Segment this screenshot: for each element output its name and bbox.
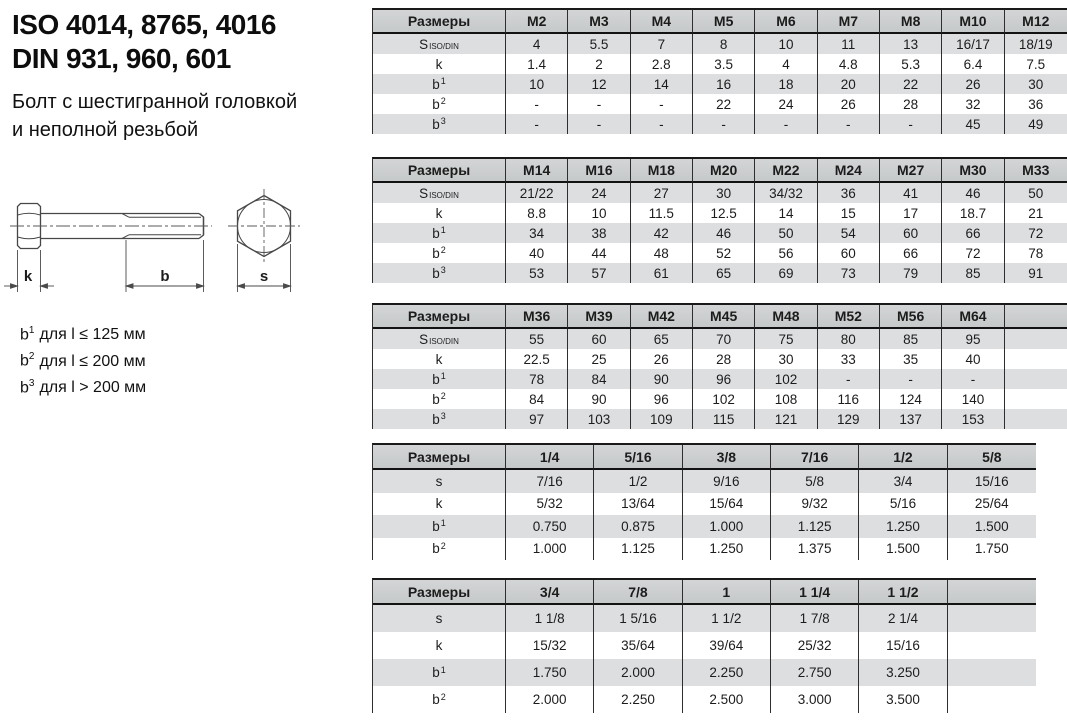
value-cell: 108 [755, 389, 817, 409]
value-cell: 30 [693, 183, 755, 203]
title-din: DIN 931, 960, 601 [12, 43, 231, 74]
size-column-header: M52 [818, 305, 880, 329]
value-cell: 34/32 [755, 183, 817, 203]
value-cell: 0.750 [506, 515, 594, 538]
value-cell: 84 [506, 389, 568, 409]
row-label: b 3 [373, 263, 506, 283]
subtitle-line-2: и неполной резьбой [12, 119, 199, 141]
value-cell: 41 [880, 183, 942, 203]
value-cell: 2.750 [771, 659, 859, 686]
value-cell: 6.4 [942, 54, 1004, 74]
size-column-header: M10 [942, 10, 1004, 34]
size-column-header: M64 [942, 305, 1004, 329]
value-cell: 21 [1005, 203, 1067, 223]
row-label: b 2 [373, 538, 506, 561]
value-cell: 65 [631, 329, 693, 349]
table-grid [372, 8, 1067, 134]
value-cell: 36 [1005, 94, 1067, 114]
value-cell: 5.5 [568, 34, 630, 54]
size-column-header: M4 [631, 10, 693, 34]
page-subtitle [12, 88, 297, 144]
value-cell: 8.8 [506, 203, 568, 223]
value-cell: 12.5 [693, 203, 755, 223]
value-cell: 18 [755, 74, 817, 94]
size-column-header: 1 [683, 580, 771, 605]
value-cell: 56 [755, 243, 817, 263]
size-column-header: M12 [1005, 10, 1067, 34]
value-cell: 30 [755, 349, 817, 369]
value-cell: - [568, 94, 630, 114]
value-cell: 73 [818, 263, 880, 283]
value-cell: - [880, 114, 942, 134]
row-label: k [373, 203, 506, 223]
row-label-header: Размеры [373, 305, 506, 329]
dim-label-b: b [160, 268, 170, 285]
value-cell: 153 [942, 409, 1004, 429]
value-cell: 72 [1005, 223, 1067, 243]
value-cell: 1.750 [506, 659, 594, 686]
size-column-header: M24 [818, 159, 880, 183]
value-cell: 38 [568, 223, 630, 243]
size-column-header: M30 [942, 159, 1004, 183]
row-label: k [373, 54, 506, 74]
size-column-header: 7/8 [594, 580, 682, 605]
value-cell: - [631, 114, 693, 134]
value-cell: 25 [568, 349, 630, 369]
row-label: b 1 [373, 223, 506, 243]
value-cell: 60 [880, 223, 942, 243]
row-label-header: Размеры [373, 580, 506, 605]
value-cell: 60 [818, 243, 880, 263]
row-label: b 1 [373, 515, 506, 538]
value-cell: 45 [942, 114, 1004, 134]
size-column-header: 1 1/2 [859, 580, 947, 605]
value-cell: 78 [506, 369, 568, 389]
value-cell: 22 [880, 74, 942, 94]
value-cell: 66 [942, 223, 1004, 243]
value-cell: 15 [818, 203, 880, 223]
value-cell: 1.000 [506, 538, 594, 561]
footnote-symbol: b [20, 352, 29, 370]
value-cell: 9/32 [771, 493, 859, 516]
value-cell: 46 [693, 223, 755, 243]
size-column-header: M7 [818, 10, 880, 34]
footnote-text: для l ≤ 200 мм [39, 352, 146, 370]
value-cell: 11.5 [631, 203, 693, 223]
value-cell: 61 [631, 263, 693, 283]
value-cell: 66 [880, 243, 942, 263]
value-cell [1005, 349, 1067, 369]
value-cell: 52 [693, 243, 755, 263]
value-cell: 49 [1005, 114, 1067, 134]
value-cell: 10 [506, 74, 568, 94]
value-cell: 109 [631, 409, 693, 429]
size-column-header: 3/4 [506, 580, 594, 605]
value-cell: 85 [880, 329, 942, 349]
value-cell: 35 [880, 349, 942, 369]
value-cell: 39/64 [683, 632, 771, 659]
size-column-header: M18 [631, 159, 693, 183]
value-cell: 2.000 [506, 686, 594, 713]
value-cell: - [755, 114, 817, 134]
value-cell: 1.000 [683, 515, 771, 538]
bolt-technical-drawing [2, 186, 314, 323]
value-cell [1005, 329, 1067, 349]
value-cell: 65 [693, 263, 755, 283]
value-cell: 50 [755, 223, 817, 243]
value-cell: 2.500 [683, 686, 771, 713]
value-cell: 15/16 [948, 470, 1036, 493]
row-label: b 1 [373, 659, 506, 686]
value-cell: 96 [693, 369, 755, 389]
value-cell: 18/19 [1005, 34, 1067, 54]
size-column-header: 1 1/4 [771, 580, 859, 605]
value-cell: 14 [631, 74, 693, 94]
size-column-header: M33 [1005, 159, 1067, 183]
value-cell: 1 1/8 [506, 605, 594, 632]
value-cell: 115 [693, 409, 755, 429]
row-label: k [373, 349, 506, 369]
value-cell: 10 [755, 34, 817, 54]
table-metric-m14-m33 [372, 157, 1067, 283]
value-cell: 1.375 [771, 538, 859, 561]
value-cell: 3.000 [771, 686, 859, 713]
footnote-sup: 1 [28, 325, 35, 336]
row-label-header: Размеры [373, 10, 506, 34]
value-cell: 5/32 [506, 493, 594, 516]
size-column-header: M42 [631, 305, 693, 329]
size-column-header: M16 [568, 159, 630, 183]
value-cell: 5/16 [859, 493, 947, 516]
value-cell: 137 [880, 409, 942, 429]
value-cell: 7 [631, 34, 693, 54]
value-cell: 90 [568, 389, 630, 409]
value-cell: 70 [693, 329, 755, 349]
value-cell: 90 [631, 369, 693, 389]
value-cell [948, 659, 1036, 686]
value-cell: 34 [506, 223, 568, 243]
value-cell: 13 [880, 34, 942, 54]
value-cell: 42 [631, 223, 693, 243]
value-cell: 10 [568, 203, 630, 223]
row-label: b 3 [373, 409, 506, 429]
value-cell: 75 [755, 329, 817, 349]
value-cell: 2.250 [683, 659, 771, 686]
size-column-header: M45 [693, 305, 755, 329]
value-cell: 3.500 [859, 686, 947, 713]
value-cell: 17 [880, 203, 942, 223]
value-cell: 1 7/8 [771, 605, 859, 632]
value-cell [948, 605, 1036, 632]
value-cell: 12 [568, 74, 630, 94]
value-cell: 33 [818, 349, 880, 369]
value-cell: 55 [506, 329, 568, 349]
size-column-header: M6 [755, 10, 817, 34]
value-cell: 36 [818, 183, 880, 203]
value-cell: 1.250 [859, 515, 947, 538]
value-cell [1005, 369, 1067, 389]
value-cell: 84 [568, 369, 630, 389]
value-cell: 95 [942, 329, 1004, 349]
value-cell: 21/22 [506, 183, 568, 203]
value-cell: 26 [942, 74, 1004, 94]
value-cell: 4 [506, 34, 568, 54]
value-cell: 1.500 [948, 515, 1036, 538]
value-cell: 80 [818, 329, 880, 349]
size-column-header: 5/16 [594, 445, 682, 470]
footnote-sup: 3 [28, 377, 35, 389]
value-cell: - [818, 369, 880, 389]
value-cell: 102 [755, 369, 817, 389]
size-column-header: M22 [755, 159, 817, 183]
size-column-header: M5 [693, 10, 755, 34]
value-cell: 72 [942, 243, 1004, 263]
value-cell: - [506, 94, 568, 114]
value-cell: - [568, 114, 630, 134]
value-cell: - [506, 114, 568, 134]
value-cell: - [942, 369, 1004, 389]
value-cell: 48 [631, 243, 693, 263]
row-label: b 2 [373, 389, 506, 409]
value-cell: 4 [755, 54, 817, 74]
value-cell: 22.5 [506, 349, 568, 369]
bolt-drawing-svg [2, 186, 314, 318]
value-cell: 1.125 [771, 515, 859, 538]
row-label: b 2 [373, 243, 506, 263]
value-cell: 11 [818, 34, 880, 54]
value-cell: 40 [506, 243, 568, 263]
value-cell: 15/16 [859, 632, 947, 659]
value-cell: 15/32 [506, 632, 594, 659]
value-cell: 28 [880, 94, 942, 114]
value-cell: 79 [880, 263, 942, 283]
value-cell: 96 [631, 389, 693, 409]
value-cell: 4.8 [818, 54, 880, 74]
footnote-text: для l ≤ 125 мм [39, 326, 146, 344]
title-iso: ISO 4014, 8765, 4016 [12, 9, 276, 40]
value-cell: 2 [568, 54, 630, 74]
row-label: s [373, 470, 506, 493]
table-grid [372, 443, 1036, 560]
value-cell: 16 [693, 74, 755, 94]
footnote-symbol: b [20, 326, 29, 344]
footnote-sup: 2 [28, 351, 35, 363]
row-label-header: Размеры [373, 445, 506, 470]
value-cell [948, 686, 1036, 713]
value-cell: 2.000 [594, 659, 682, 686]
value-cell: - [631, 94, 693, 114]
row-label: S ISO/DIN [373, 329, 506, 349]
value-cell: 91 [1005, 263, 1067, 283]
value-cell: 5.3 [880, 54, 942, 74]
value-cell: 3.250 [859, 659, 947, 686]
row-label-header: Размеры [373, 159, 506, 183]
value-cell: 1/2 [594, 470, 682, 493]
value-cell: 30 [1005, 74, 1067, 94]
value-cell [1005, 389, 1067, 409]
value-cell: 57 [568, 263, 630, 283]
table-imperial-small [372, 443, 1036, 560]
value-cell: 7.5 [1005, 54, 1067, 74]
footnote-symbol: b [20, 378, 29, 396]
value-cell: 1.125 [594, 538, 682, 561]
value-cell: 1 5/16 [594, 605, 682, 632]
value-cell: 15/64 [683, 493, 771, 516]
value-cell: 24 [755, 94, 817, 114]
value-cell: 1.250 [683, 538, 771, 561]
value-cell: 78 [1005, 243, 1067, 263]
value-cell: 26 [818, 94, 880, 114]
subtitle-line-1: Болт с шестигранной головкой [12, 91, 298, 113]
size-column-header: 7/16 [771, 445, 859, 470]
row-label: S ISO/DIN [373, 34, 506, 54]
value-cell: 28 [693, 349, 755, 369]
value-cell: 46 [942, 183, 1004, 203]
value-cell: 97 [506, 409, 568, 429]
table-grid [372, 578, 1036, 713]
value-cell: - [818, 114, 880, 134]
value-cell: 9/16 [683, 470, 771, 493]
value-cell: 53 [506, 263, 568, 283]
footnote-b2 [20, 346, 146, 372]
value-cell: 85 [942, 263, 1004, 283]
size-column-header: 1/2 [859, 445, 947, 470]
size-column-header: M39 [568, 305, 630, 329]
value-cell: 69 [755, 263, 817, 283]
value-cell: 2 1/4 [859, 605, 947, 632]
row-label: k [373, 493, 506, 516]
table-metric-m36-m64 [372, 303, 1067, 429]
value-cell: 1.750 [948, 538, 1036, 561]
value-cell: 13/64 [594, 493, 682, 516]
row-label: b 1 [373, 74, 506, 94]
footnotes-block [20, 320, 146, 399]
value-cell: 1.500 [859, 538, 947, 561]
footnote-b3 [20, 373, 146, 399]
size-column-header: M3 [568, 10, 630, 34]
value-cell: 40 [942, 349, 1004, 369]
value-cell: 116 [818, 389, 880, 409]
row-label: s [373, 605, 506, 632]
table-grid [372, 303, 1067, 429]
value-cell: 1 1/2 [683, 605, 771, 632]
value-cell [948, 632, 1036, 659]
size-column-header: M36 [506, 305, 568, 329]
row-label: S ISO/DIN [373, 183, 506, 203]
size-column-header: 1/4 [506, 445, 594, 470]
value-cell: 16/17 [942, 34, 1004, 54]
value-cell: 2.8 [631, 54, 693, 74]
size-column-header: M2 [506, 10, 568, 34]
value-cell: - [880, 369, 942, 389]
value-cell: 54 [818, 223, 880, 243]
size-column-header: 3/8 [683, 445, 771, 470]
size-column-header [948, 580, 1036, 605]
row-label: k [373, 632, 506, 659]
value-cell: 18.7 [942, 203, 1004, 223]
value-cell: 14 [755, 203, 817, 223]
value-cell: - [693, 114, 755, 134]
value-cell: 32 [942, 94, 1004, 114]
value-cell [1005, 409, 1067, 429]
size-column-header: M8 [880, 10, 942, 34]
row-label: b 3 [373, 114, 506, 134]
footnote-text: для l > 200 мм [39, 378, 147, 396]
row-label: b 1 [373, 369, 506, 389]
value-cell: 20 [818, 74, 880, 94]
value-cell: 24 [568, 183, 630, 203]
size-column-header: M14 [506, 159, 568, 183]
value-cell: 140 [942, 389, 1004, 409]
size-column-header [1005, 305, 1067, 329]
table-metric-m2-m12 [372, 8, 1067, 134]
value-cell: 121 [755, 409, 817, 429]
table-imperial-large [372, 578, 1036, 713]
row-label: b 2 [373, 686, 506, 713]
value-cell: 25/64 [948, 493, 1036, 516]
value-cell: 27 [631, 183, 693, 203]
value-cell: 60 [568, 329, 630, 349]
value-cell: 3.5 [693, 54, 755, 74]
size-column-header: M56 [880, 305, 942, 329]
value-cell: 44 [568, 243, 630, 263]
value-cell: 102 [693, 389, 755, 409]
size-column-header: 5/8 [948, 445, 1036, 470]
value-cell: 3/4 [859, 470, 947, 493]
value-cell: 7/16 [506, 470, 594, 493]
table-grid [372, 157, 1067, 283]
value-cell: 22 [693, 94, 755, 114]
value-cell: 50 [1005, 183, 1067, 203]
value-cell: 103 [568, 409, 630, 429]
footnote-b1 [20, 320, 146, 346]
value-cell: 2.250 [594, 686, 682, 713]
value-cell: 129 [818, 409, 880, 429]
size-column-header: M20 [693, 159, 755, 183]
value-cell: 0.875 [594, 515, 682, 538]
size-column-header: M48 [755, 305, 817, 329]
value-cell: 26 [631, 349, 693, 369]
value-cell: 35/64 [594, 632, 682, 659]
value-cell: 8 [693, 34, 755, 54]
size-column-header: M27 [880, 159, 942, 183]
dim-label-s: s [259, 268, 269, 285]
dim-label-k: k [23, 268, 33, 285]
page-title [12, 8, 276, 76]
row-label: b 2 [373, 94, 506, 114]
value-cell: 5/8 [771, 470, 859, 493]
value-cell: 25/32 [771, 632, 859, 659]
value-cell: 124 [880, 389, 942, 409]
value-cell: 1.4 [506, 54, 568, 74]
